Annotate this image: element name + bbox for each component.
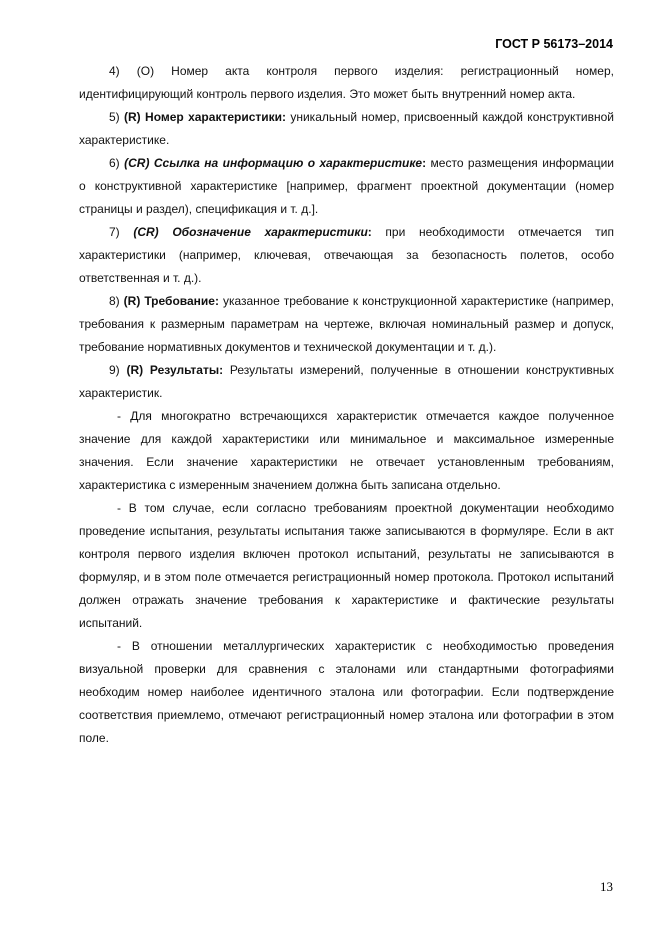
item-7-colon: : — [367, 225, 372, 239]
item-6 — [79, 152, 614, 221]
item-6-number: 6) — [109, 156, 120, 170]
bullet-paragraph-3: - В отношении металлургических характеристик с необходимостью проведения визуальной проверки для сравнения с эталонами или стандартными фотографиями необходим номер наиболее идентичного эталона или фотографии. Если подтверждение соответствия приемлемо, отмечают регистрационный номер эталона или фотографии в этом поле. — [79, 639, 614, 745]
item-4 — [79, 60, 614, 106]
item-5-title: Номер характеристики: — [145, 110, 287, 124]
item-6-colon: : — [422, 156, 427, 170]
item-5 — [79, 106, 614, 152]
bullet-paragraph-2: - В том случае, если согласно требованиям проектной документации необходимо проведение испытания, результаты испытания также записываются в формуляре. Если в акт контроля первого изделия включен протокол испытаний, результаты не записываются в формуляр, и в этом поле отмечается регистрационный номер протокола. Протокол испытаний должен отражать значение требования к характеристике и фактические результаты испытаний. — [79, 501, 614, 630]
item-5-mark: (R) — [124, 110, 141, 124]
item-6-text: место размещения информации о конструктивной характеристике [например, фрагмент проектной документации (номер страницы и раздел), спецификация и т. д.]. — [79, 156, 614, 216]
item-6-mark: (CR) — [124, 156, 150, 170]
item-7 — [79, 221, 614, 290]
bullet-paragraph-1: - Для многократно встречающихся характеристик отмечается каждое полученное значение для каждой характеристики или минимальное и максимальное измеренные значения. Если значение характеристики не отвечает установленным требованиям, характеристика с измеренным значением должна быть записана отдельно. — [79, 409, 614, 492]
page-body — [79, 60, 614, 750]
item-7-title: Обозначение характеристики — [172, 225, 368, 239]
item-6-title: Ссылка на информацию о характеристике — [153, 156, 423, 170]
item-4-text: Номер акта контроля первого изделия: регистрационный номер, идентифицирующий контроль первого изделия. Это может быть внутренний номер акта. — [79, 64, 614, 101]
item-5-text: уникальный номер, присвоенный каждой конструктивной характеристике. — [79, 110, 614, 147]
item-5-number: 5) — [109, 110, 120, 124]
item-9-number: 9) — [109, 363, 120, 377]
item-7-number: 7) — [109, 225, 120, 239]
document-code-header: ГОСТ Р 56173–2014 — [495, 37, 613, 51]
item-8 — [79, 290, 614, 359]
item-9-title: Результаты: — [149, 363, 224, 377]
item-8-mark: (R) — [123, 294, 141, 308]
item-8-text: указанное требование к конструкционной характеристике (например, требования к размерным параметрам на чертеже, включая номинальный размер и допуск, требование нормативных документов и технической документации и т. д.). — [79, 294, 614, 354]
item-8-title: Требование: — [144, 294, 219, 308]
page-number: 13 — [600, 879, 613, 894]
item-8-number: 8) — [109, 294, 120, 308]
item-9 — [79, 359, 614, 405]
item-7-mark: (CR) — [133, 225, 159, 239]
item-9-text: Результаты измерений, полученные в отношении конструктивных характеристик. — [79, 363, 614, 400]
item-4-number: 4) (О) — [109, 64, 155, 78]
item-9-mark: (R) — [126, 363, 144, 377]
item-7-text: при необходимости отмечается тип характеристики (например, ключевая, отвечающая за безопасность полетов, особо ответственная и т. д.). — [79, 225, 614, 285]
